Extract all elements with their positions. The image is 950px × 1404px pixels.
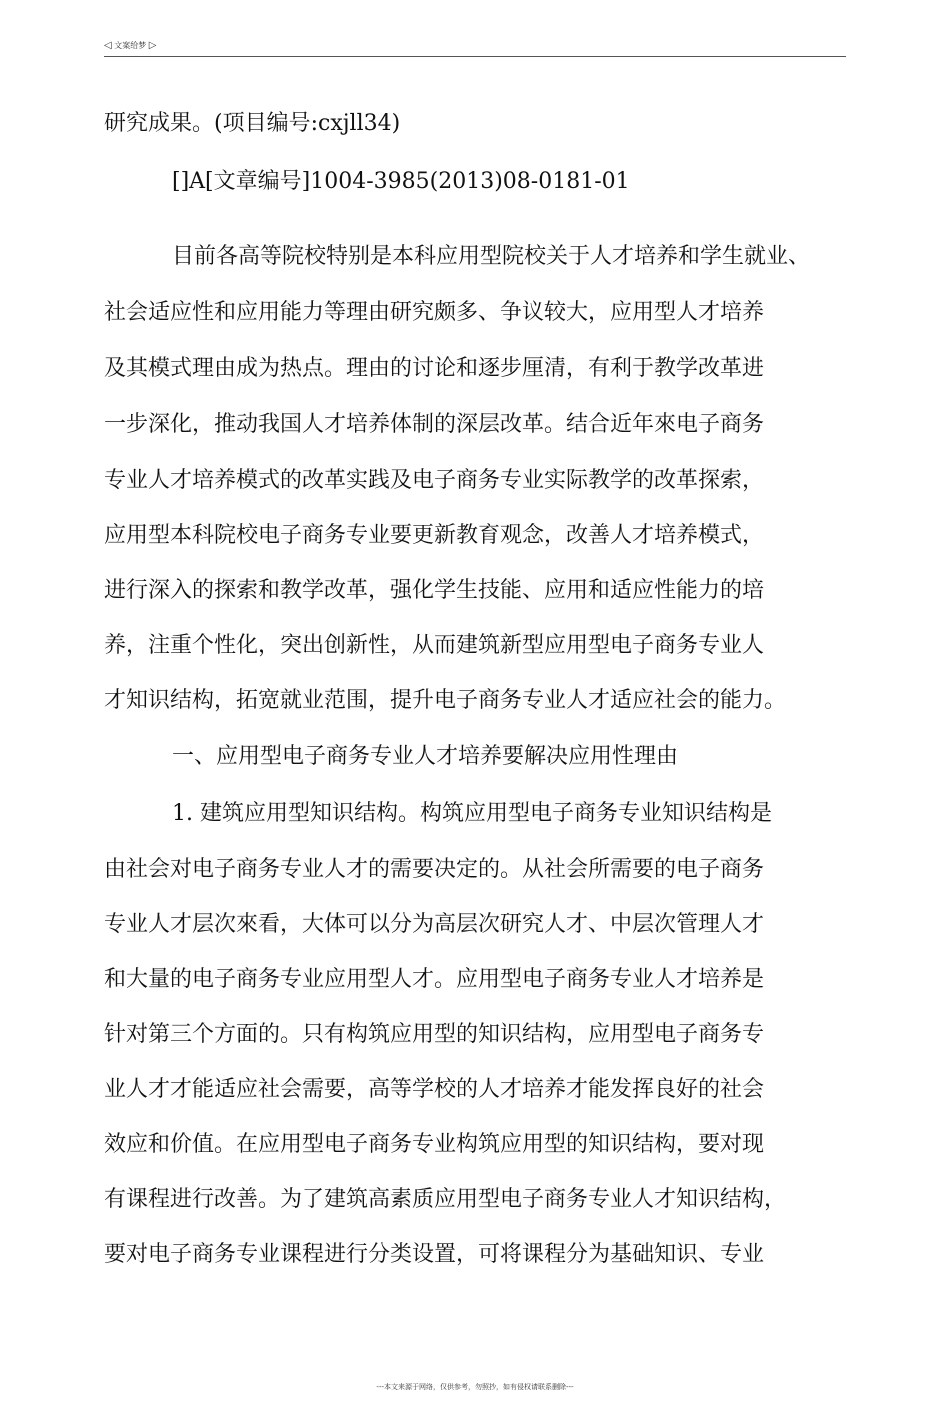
text-line: 研究成果。(项目编号:cxjll34) [104,111,401,136]
left-triangle-icon: ◁ [104,40,112,51]
text-line: 一步深化，推动我国人才培养体制的深层改革。结合近年來电子商务 [104,412,765,437]
text-line: 效应和价值。在应用型电子商务专业构筑应用型的知识结构，要对现 [104,1132,765,1157]
text-line: 针对第三个方面的。只有构筑应用型的知识结构，应用型电子商务专 [104,1022,765,1047]
section-heading: 一、应用型电子商务专业人才培养要解决应用性理由 [172,744,679,769]
text-line: []A[文章编号]1004-3985(2013)08-0181-01 [172,169,630,194]
text-line: 专业人才培养模式的改革实践及电子商务专业实际教学的改革探索， [104,468,765,493]
text-line: 才知识结构，拓宽就业范围，提升电子商务专业人才适应社会的能力。 [104,688,787,713]
text-line: 1. 建筑应用型知识结构。构筑应用型电子商务专业知识结构是 [172,801,772,826]
text-line: 进行深入的探索和教学改革，强化学生技能、应用和适应性能力的培 [104,578,765,603]
text-line: 业人才才能适应社会需要，高等学校的人才培养才能发挥良好的社会 [104,1077,765,1102]
text-line: 社会适应性和应用能力等理由研究颇多、争议较大，应用型人才培养 [104,300,765,325]
text-line: 要对电子商务专业课程进行分类设置，可将课程分为基础知识、专业 [104,1242,765,1267]
text-line: 专业人才层次來看，大体可以分为高层次研究人才、中层次管理人才 [104,912,765,937]
text-line: 应用型本科院校电子商务专业要更新教育观念，改善人才培养模式， [104,523,765,548]
page-header [104,40,846,57]
text-line: 及其模式理由成为热点。理由的讨论和逐步厘清，有利于教学改革进 [104,356,765,381]
header-title: 文案给梦 [114,41,147,50]
text-line: 有课程进行改善。为了建筑高素质应用型电子商务专业人才知识结构， [104,1187,787,1212]
page-footer: ---本文来源于网络，仅供参考，勿照抄，如有侵权请联系删除--- [376,1383,574,1391]
text-line: 和大量的电子商务专业应用型人才。应用型电子商务专业人才培养是 [104,967,765,992]
right-triangle-icon: ▷ [148,40,157,51]
text-line: 养，注重个性化，突出创新性，从而建筑新型应用型电子商务专业人 [104,633,765,658]
text-line: 由社会对电子商务专业人才的需要决定的。从社会所需要的电子商务 [104,857,765,882]
text-line: 目前各高等院校特别是本科应用型院校关于人才培养和学生就业、 [172,244,811,269]
